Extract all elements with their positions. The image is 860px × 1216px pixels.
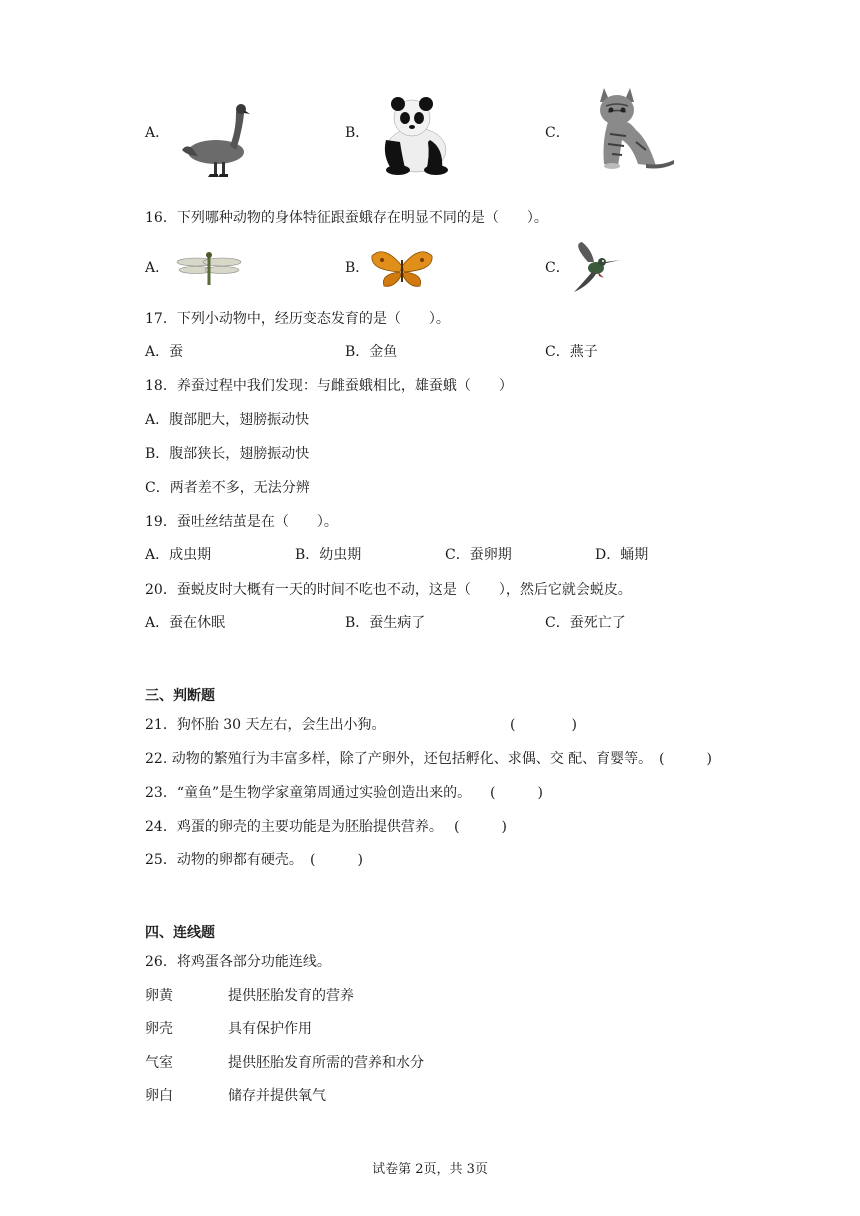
q18-option-c: C．两者差不多，无法分辨	[145, 480, 310, 496]
panda-image	[378, 96, 452, 176]
q24-answer-paren: ( )	[454, 819, 507, 835]
q21-answer-paren: ( )	[510, 717, 577, 733]
q23-answer-paren: ( )	[490, 785, 543, 801]
butterfly-image	[370, 248, 434, 290]
q26-stem: 26．将鸡蛋各部分功能连线。	[145, 954, 331, 970]
section4-title: 四、连线题	[145, 925, 215, 941]
q19-option-b: B．幼虫期	[295, 547, 362, 563]
q18-stem: 18．养蚕过程中我们发现：与雌蚕蛾相比，雄蚕蛾（ ）	[145, 378, 513, 394]
page-footer: 试卷第 2页，共 3页	[372, 1162, 488, 1177]
q15-option-c-letter: C．	[545, 125, 570, 141]
match-right-1: 提供胚胎发育的营养	[228, 988, 354, 1004]
q19-option-c: C．蚕卵期	[445, 547, 512, 563]
q20-option-c: C．蚕死亡了	[545, 615, 626, 631]
q18-option-b: B．腹部狭长，翅膀振动快	[145, 446, 310, 462]
q17-option-c: C．燕子	[545, 344, 598, 360]
q19-stem: 19．蚕吐丝结茧是在（ ）。	[145, 514, 338, 530]
match-right-4: 储存并提供氧气	[228, 1088, 326, 1104]
section3-title: 三、判断题	[145, 688, 215, 704]
q16-stem: 16．下列哪种动物的身体特征跟蚕蛾存在明显不同的是（ ）。	[145, 210, 548, 226]
q20-option-a: A．蚕在休眠	[145, 615, 226, 631]
q15-option-a-letter: A．	[145, 125, 170, 141]
q15-option-b-letter: B．	[345, 125, 370, 141]
q17-stem: 17．下列小动物中，经历变态发育的是（ ）。	[145, 311, 450, 327]
match-left-3: 气室	[145, 1055, 173, 1071]
q16-option-a-letter: A．	[145, 260, 170, 276]
q16-option-b-letter: B．	[345, 260, 370, 276]
match-left-1: 卵黄	[145, 988, 173, 1004]
q19-option-d: D．蛹期	[595, 547, 649, 563]
q25-text: 25．动物的卵都有硬壳。	[145, 852, 303, 868]
q20-stem: 20．蚕蜕皮时大概有一天的时间不吃也不动，这是（ ），然后它就会蜕皮。	[145, 582, 632, 598]
goose-image	[178, 100, 250, 180]
q21-text: 21．狗怀胎 30 天左右，会生出小狗。	[145, 717, 386, 733]
q22-answer-paren: ( )	[659, 751, 712, 767]
q24-text: 24．鸡蛋的卵壳的主要功能是为胚胎提供营养。	[145, 819, 443, 835]
q16-option-c-letter: C．	[545, 260, 570, 276]
q18-option-a: A．腹部肥大，翅膀振动快	[145, 412, 310, 428]
dragonfly-image	[176, 252, 242, 286]
match-right-2: 具有保护作用	[228, 1021, 312, 1037]
q19-option-a: A．成虫期	[145, 547, 212, 563]
q23-text: 23．“童鱼”是生物学家童第周通过实验创造出来的。	[145, 785, 472, 801]
hummingbird-image	[570, 242, 622, 294]
q17-option-b: B．金鱼	[345, 344, 398, 360]
q20-option-b: B．蚕生病了	[345, 615, 426, 631]
q22-text: 22. 动物的繁殖行为丰富多样，除了产卵外，还包括孵化、求偶、交 配、育婴等。	[145, 751, 653, 767]
match-left-4: 卵白	[145, 1088, 173, 1104]
match-left-2: 卵壳	[145, 1021, 173, 1037]
q17-option-a: A．蚕	[145, 344, 184, 360]
q25-answer-paren: ( )	[310, 852, 363, 868]
cat-image	[586, 80, 676, 172]
match-right-3: 提供胚胎发育所需的营养和水分	[228, 1055, 424, 1071]
